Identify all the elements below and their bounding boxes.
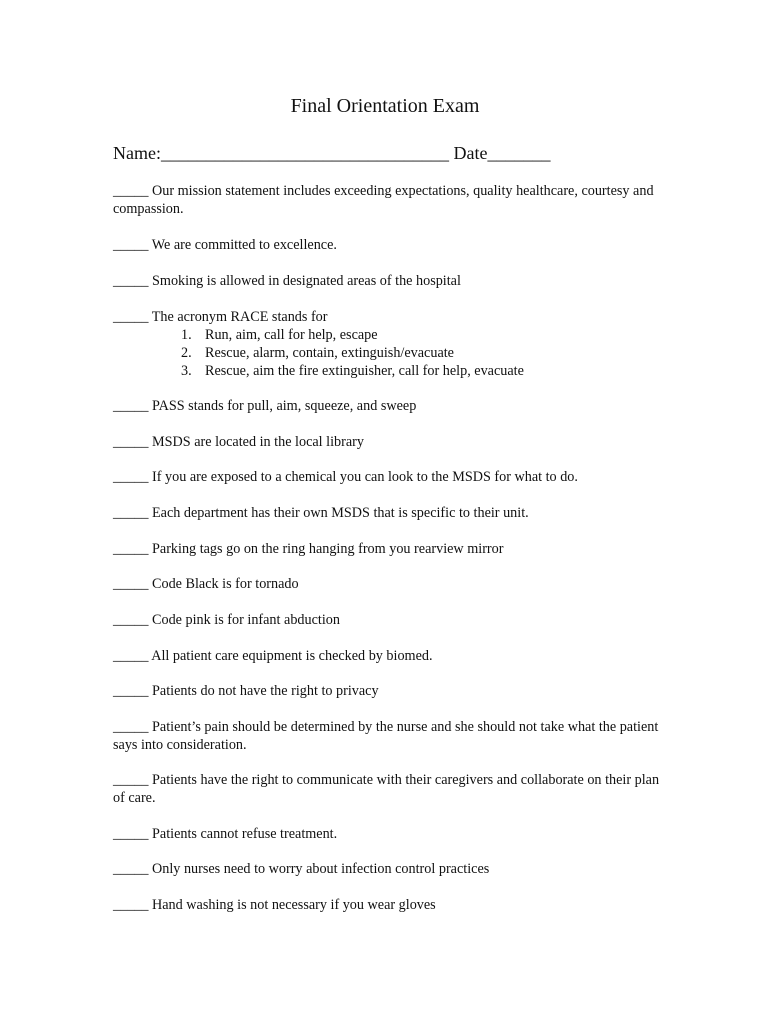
- question-item: [113, 433, 673, 451]
- date-label: Date: [453, 143, 488, 163]
- answer-blank: _____: [113, 469, 149, 485]
- option-text: Rescue, aim the fire extinguisher, call for help, evacuate: [205, 363, 524, 379]
- answer-blank: _____: [113, 309, 149, 325]
- question-item: [113, 611, 673, 629]
- question-text: Smoking is allowed in designated areas of the hospital: [152, 273, 461, 289]
- answer-blank: _____: [113, 273, 149, 289]
- question-text: Parking tags go on the ring hanging from you rearview mirror: [152, 541, 504, 557]
- question-text: We are committed to excellence.: [151, 237, 337, 253]
- option-text: Run, aim, call for help, escape: [205, 327, 378, 343]
- answer-blank: _____: [113, 183, 149, 199]
- option-text: Rescue, alarm, contain, extinguish/evacuate: [205, 345, 454, 361]
- question-text: Hand washing is not necessary if you wear gloves: [152, 897, 436, 913]
- answer-blank: _____: [113, 897, 149, 913]
- question-item: [113, 825, 673, 843]
- question-item: [113, 504, 673, 522]
- answer-blank: _____: [113, 398, 149, 414]
- question-item: [113, 718, 673, 754]
- option-number: 3.: [181, 363, 192, 379]
- name-date-line: [113, 142, 550, 164]
- question-item: [113, 397, 673, 415]
- question-text: The acronym RACE stands for: [151, 309, 328, 325]
- page-title: Final Orientation Exam: [290, 95, 480, 117]
- question-item: [113, 771, 673, 807]
- question-item: [113, 540, 673, 558]
- answer-blank: _____: [113, 576, 149, 592]
- answer-blank: _____: [113, 648, 149, 664]
- question-item: [113, 308, 673, 326]
- answer-blank: _____: [113, 541, 149, 557]
- list-item: [181, 362, 524, 380]
- answer-blank: _____: [113, 772, 149, 788]
- date-blank: _______: [487, 143, 551, 163]
- name-blank: ________________________________: [160, 143, 449, 163]
- answer-blank: _____: [113, 683, 149, 699]
- question-text: Patients have the right to communicate with their caregivers and collaborate on their plan of care.: [113, 772, 660, 806]
- question-item: [113, 182, 673, 218]
- list-item: [181, 326, 524, 344]
- race-options-list: [181, 326, 524, 380]
- question-text: Code Black is for tornado: [152, 576, 299, 592]
- name-label: Name:: [113, 143, 161, 163]
- question-text: PASS stands for pull, aim, squeeze, and sweep: [152, 398, 417, 414]
- question-item: [113, 272, 673, 290]
- option-number: 1.: [181, 327, 192, 343]
- answer-blank: _____: [113, 861, 149, 877]
- question-text: If you are exposed to a chemical you can look to the MSDS for what to do.: [152, 469, 578, 485]
- answer-blank: _____: [113, 434, 149, 450]
- question-text: Patient’s pain should be determined by the nurse and she should not take what the patient says into consideration.: [113, 719, 659, 753]
- question-item: [113, 860, 673, 878]
- question-text: MSDS are located in the local library: [152, 434, 364, 450]
- question-text: Only nurses need to worry about infection control practices: [152, 861, 490, 877]
- question-item: [113, 647, 673, 665]
- question-item: [113, 236, 673, 254]
- answer-blank: _____: [113, 505, 149, 521]
- question-item: [113, 896, 673, 914]
- question-text: Patients cannot refuse treatment.: [152, 826, 338, 842]
- question-text: All patient care equipment is checked by biomed.: [151, 648, 433, 664]
- question-text: Each department has their own MSDS that is specific to their unit.: [152, 505, 529, 521]
- question-item: [113, 468, 673, 486]
- answer-blank: _____: [113, 719, 149, 735]
- list-item: [181, 344, 524, 362]
- option-number: 2.: [181, 345, 192, 361]
- question-item: [113, 682, 673, 700]
- question-text: Patients do not have the right to privacy: [152, 683, 379, 699]
- question-item: [113, 575, 673, 593]
- answer-blank: _____: [113, 826, 149, 842]
- question-text: Our mission statement includes exceeding expectations, quality healthcare, courtesy and compassion.: [113, 183, 654, 217]
- answer-blank: _____: [113, 237, 149, 253]
- answer-blank: _____: [113, 612, 149, 628]
- question-text: Code pink is for infant abduction: [152, 612, 340, 628]
